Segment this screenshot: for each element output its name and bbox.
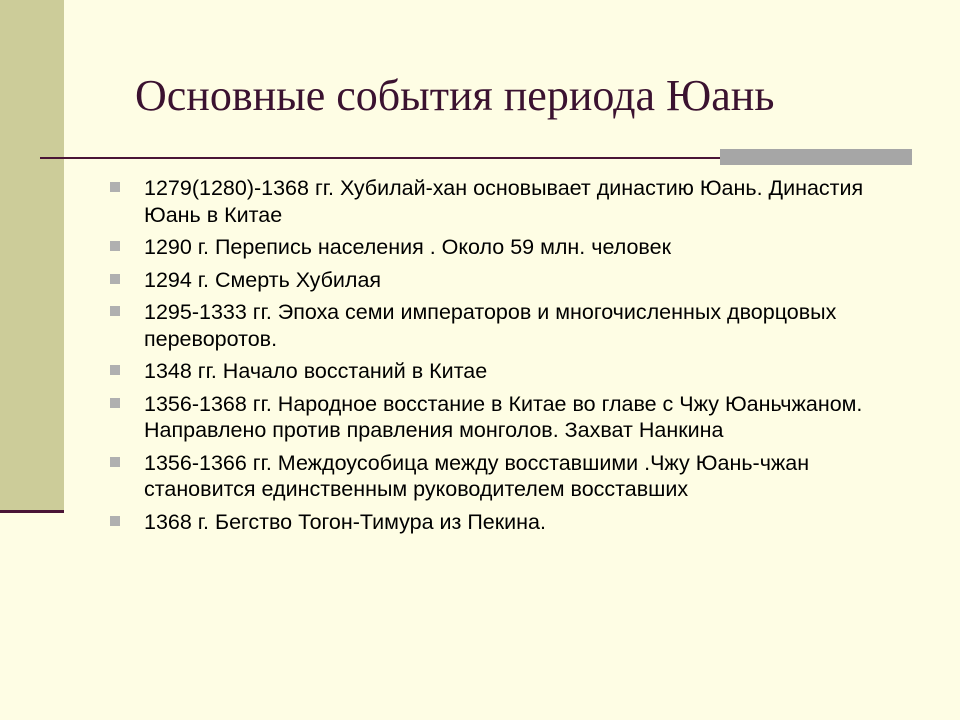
square-bullet-icon: [110, 457, 120, 467]
title-divider-accent-lower: [720, 159, 912, 165]
bullet-text: 1348 гг. Начало восстаний в Китае: [144, 359, 488, 383]
square-bullet-icon: [110, 398, 120, 408]
bullet-text: 1356-1366 гг. Междоусобица между восставшими .Чжу Юань-чжан становится единственным руководителем восставших: [144, 450, 810, 501]
bullet-text: 1279(1280)-1368 гг. Хубилай-хан основывает династию Юань. Династия Юань в Китае: [144, 176, 864, 227]
bullet-item: [106, 358, 896, 385]
left-band-underline: [0, 510, 64, 513]
bullet-text: 1356-1368 гг. Народное восстание в Китае во главе с Чжу Юаньчжаном. Направлено против правления монголов. Захват Нанкина: [144, 391, 863, 442]
bullet-text: 1295-1333 гг. Эпоха семи императоров и многочисленных дворцовых переворотов.: [144, 300, 837, 351]
square-bullet-icon: [110, 306, 120, 316]
square-bullet-icon: [110, 365, 120, 375]
square-bullet-icon: [110, 241, 120, 251]
bullet-item: [106, 299, 896, 352]
left-decorative-band: [0, 0, 64, 512]
square-bullet-icon: [110, 274, 120, 284]
events-bullet-list: [106, 175, 896, 541]
bullet-item: [106, 234, 896, 261]
square-bullet-icon: [110, 182, 120, 192]
bullet-text: 1290 г. Перепись населения . Около 59 млн. человек: [144, 235, 671, 259]
bullet-item: [106, 175, 896, 228]
square-bullet-icon: [110, 516, 120, 526]
bullet-item: [106, 391, 896, 444]
bullet-item: [106, 450, 896, 503]
bullet-text: 1368 г. Бегство Тогон-Тимура из Пекина.: [144, 509, 546, 534]
bullet-text: 1294 г. Смерть Хубилая: [144, 267, 382, 292]
bullet-item: [106, 267, 896, 294]
bullet-item: [106, 509, 896, 536]
slide-title: Основные события периода Юань: [135, 71, 775, 120]
